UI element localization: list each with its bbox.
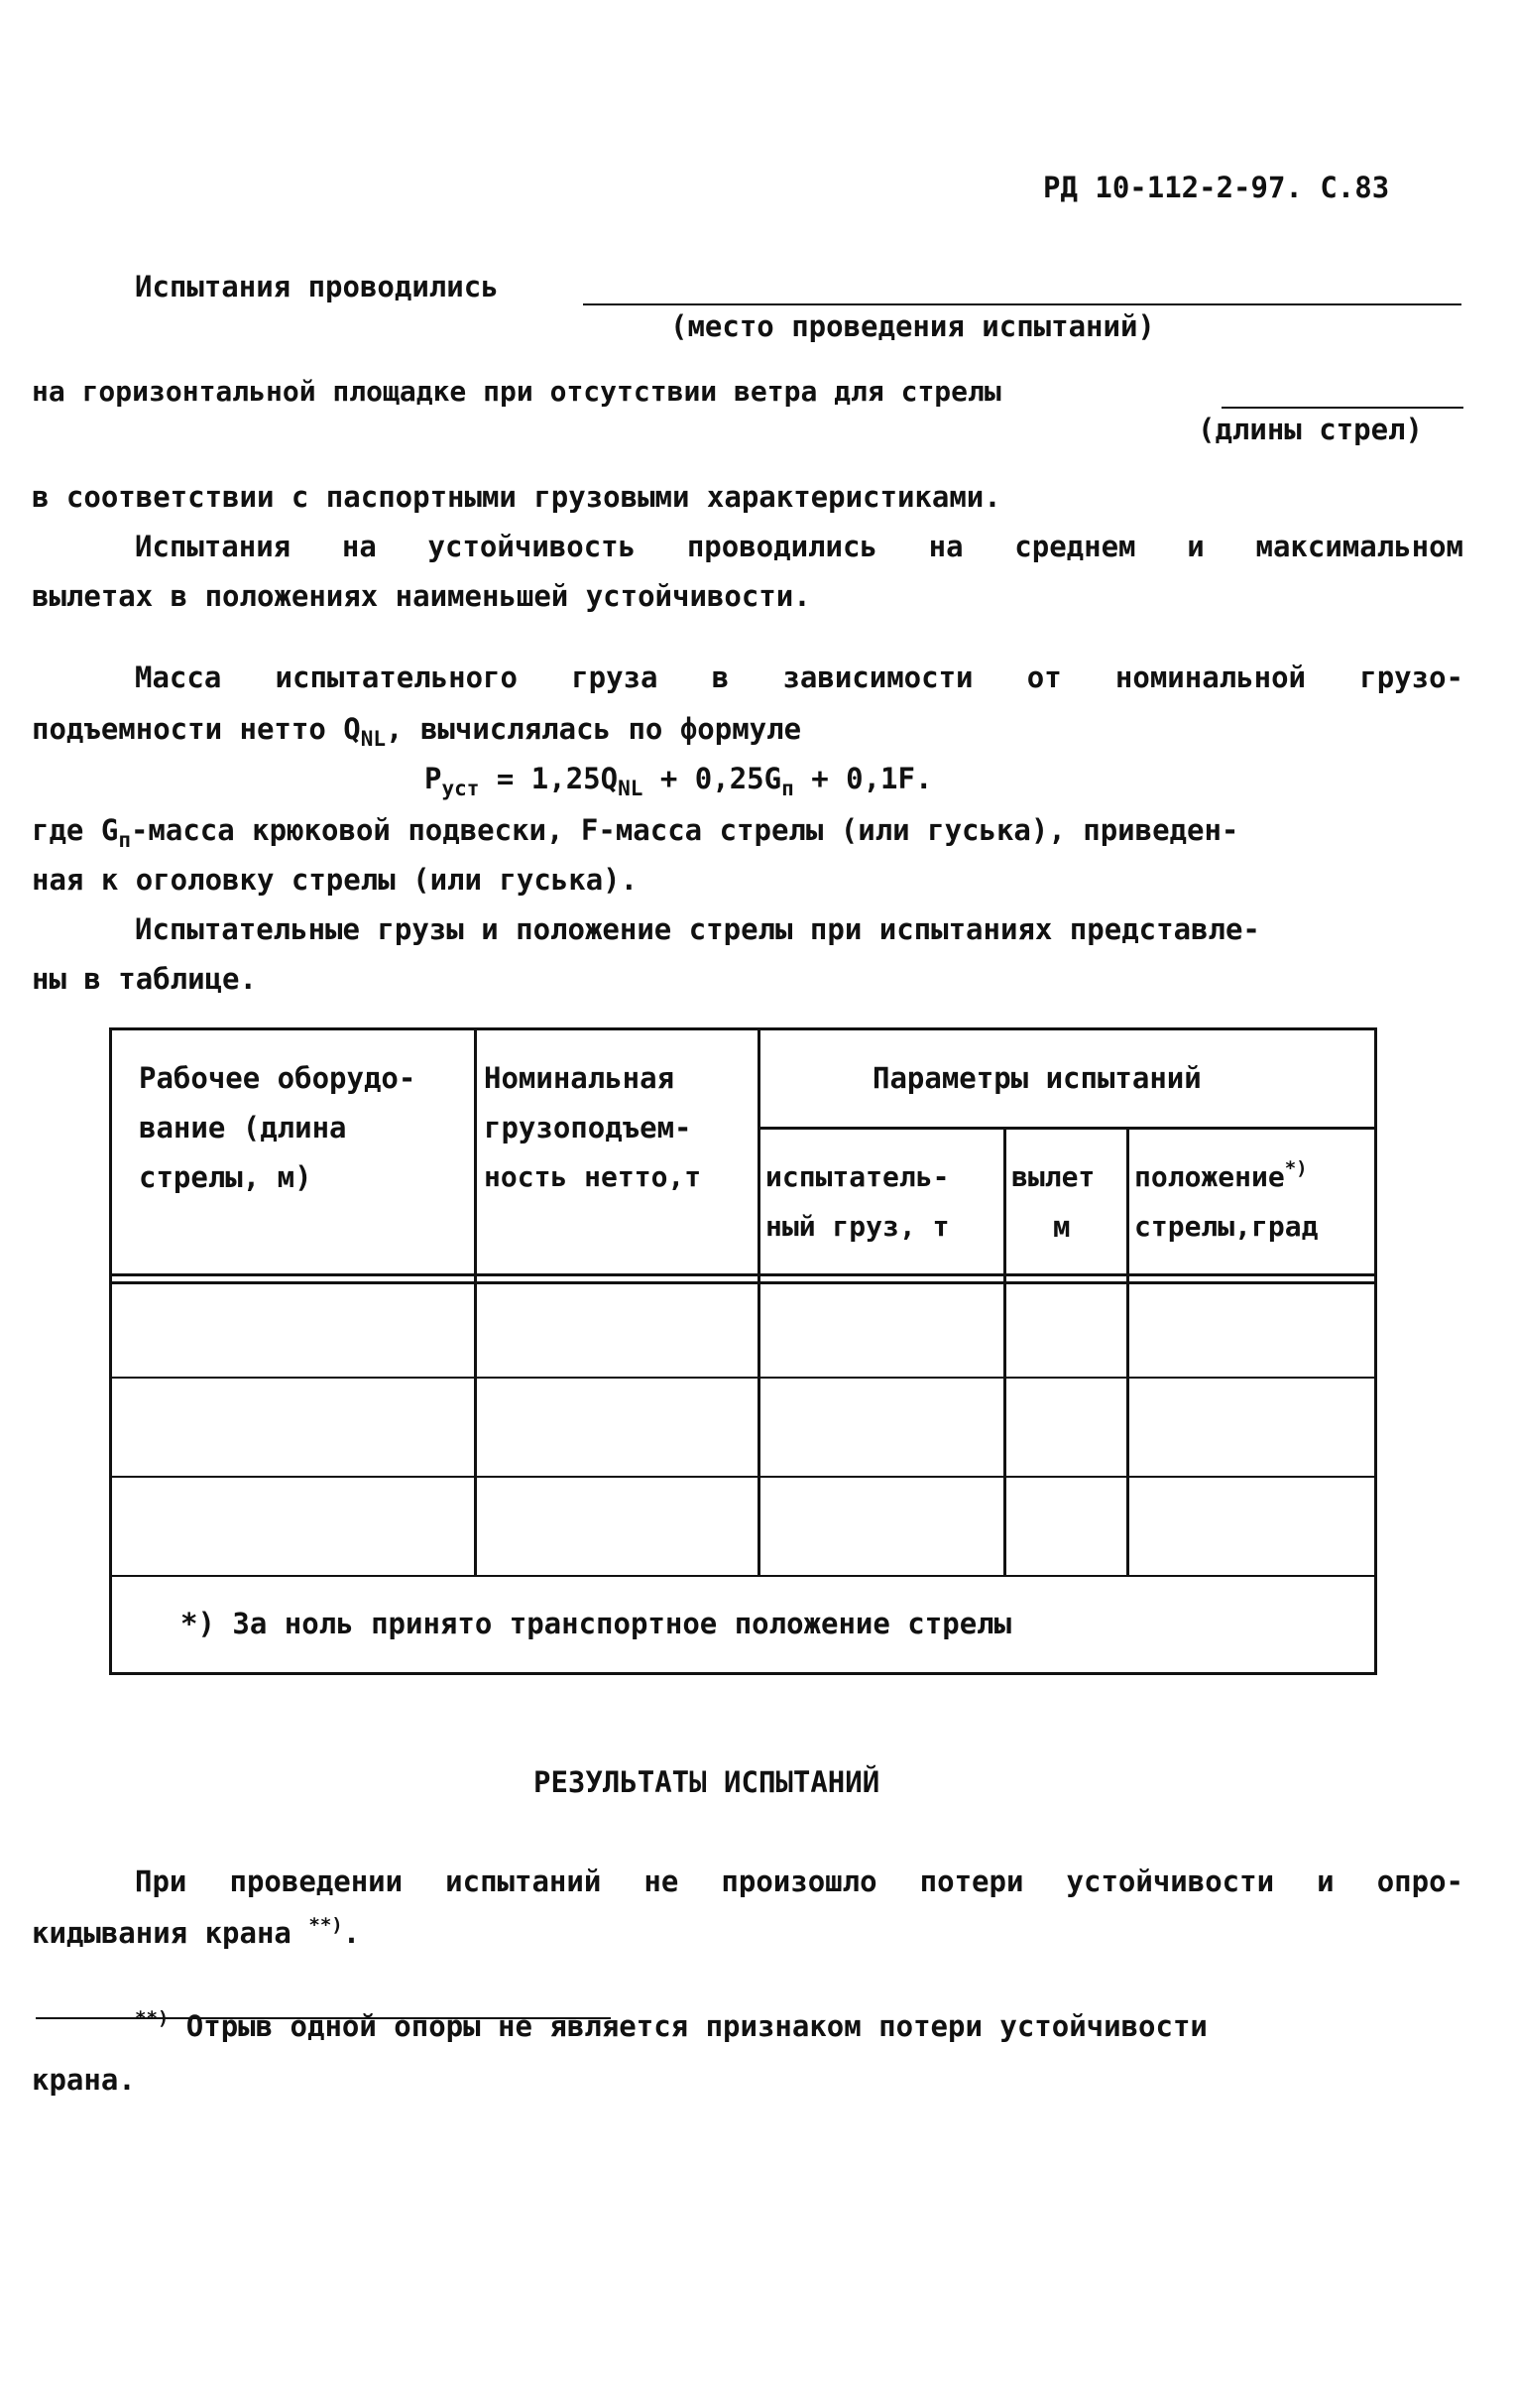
boom-length-blank [1222,407,1463,409]
boom-position-label: положение [1134,1160,1285,1193]
results-footnote-ref: **) [308,1914,343,1936]
col-divider-1 [474,1027,477,1575]
results-line-2 [32,1916,360,1950]
test-location-label: Испытания проводились [135,270,499,303]
formula-g-subscript: п [781,777,794,800]
table-footnote-text: За ноль принято транспортное положение стрелы [232,1607,1012,1640]
header-equipment-line-1: Рабочее оборудо- [139,1061,416,1095]
header-test-parameters: Параметры испытаний [873,1061,1202,1095]
header-equipment-line-3: стрелы, м) [139,1160,312,1194]
paragraph-4-line-2: ны в таблице. [32,962,257,996]
table-border-left [109,1027,112,1674]
header-capacity-line-3: ность нетто,т [484,1160,702,1193]
paragraph-2-line-1: Масса испытательного груза в зависимости от номинальной грузо- [135,661,1463,694]
results-line-1: При проведении испытаний не произошло потери устойчивости и опро- [135,1865,1463,1898]
header-capacity-line-2: грузоподъем- [484,1111,692,1144]
header-test-load-line-2: ный груз, т [765,1210,950,1243]
formula-q-subscript: NL [618,777,643,800]
paragraph-1-line-2: вылетах в положениях наименьшей устойчивости. [32,579,811,613]
test-location-blank [583,303,1461,305]
page-footnote-mark: **) [135,2007,170,2029]
header-reach-line-1: вылет [1011,1160,1096,1193]
group-header-divider [758,1127,1377,1130]
table-footnote [180,1607,1011,1640]
header-equipment-line-2: вание (длина [139,1111,347,1144]
table-border-bottom [109,1672,1377,1675]
formula-plus-f: + 0,1F. [793,762,933,795]
paragraph-2-text: подъемности нетто Q [32,712,361,746]
header-separator-2 [109,1281,1377,1284]
page-footnote-text: Отрыв одной опоры не является признаком потери устойчивости [169,2009,1208,2043]
table-border-top [109,1027,1377,1030]
results-line-2-text: кидывания крана [32,1916,291,1950]
page-footnote-line-2: крана. [32,2063,136,2097]
boom-position-footnote-ref: *) [1284,1157,1308,1179]
test-load-formula [424,762,933,800]
g-subscript: п [118,828,131,852]
formula-p-subscript: уст [441,777,480,800]
results-title: РЕЗУЛЬТАТЫ ИСПЫТАНИЙ [533,1765,880,1799]
header-separator-1 [109,1273,1377,1276]
table-border-right [1374,1027,1377,1674]
row-separator-1 [109,1377,1377,1379]
paragraph-3-line-1 [32,813,1463,852]
paragraph-2-text-end: , вычислялась по формуле [386,712,802,746]
paragraph-3-line-2: ная к оголовку стрелы (или гуська). [32,863,639,897]
page-footnote-line-1 [135,2009,1208,2043]
header-test-load-line-1: испытатель- [765,1160,950,1193]
row-separator-3 [109,1575,1377,1577]
formula-eq: = 1,25Q [479,762,619,795]
test-location-caption: (место проведения испытаний) [670,309,1155,343]
boom-length-label: на горизонтальной площадке при отсутствии ветра для стрелы [32,375,1001,408]
paragraph-2-line-2 [32,712,802,751]
formula-p: P [424,762,442,795]
header-capacity-line-1: Номинальная [484,1061,675,1095]
paragraph-3-start: где G [32,813,119,847]
table-footnote-mark: *) [180,1607,215,1640]
boom-length-caption: (длины стрел) [1198,413,1423,446]
intro-line-3: в соответствии с паспортными грузовыми характеристиками. [32,480,1001,514]
test-parameters-table [109,1027,1376,1674]
paragraph-1-line-1: Испытания на устойчивость проводились на среднем и максимальном [135,530,1463,563]
doc-reference: РД 10-112-2-97. С.83 [1043,171,1390,204]
paragraph-3-text: -масса крюковой подвески, F-масса стрелы (или гуська), приведен- [130,813,1239,847]
header-boom-position-line-1 [1134,1157,1308,1193]
q-subscript: NL [360,727,387,751]
header-boom-position-line-2: стрелы,град [1134,1210,1319,1243]
col-divider-2 [758,1027,760,1575]
formula-plus-g: + 0,25G [642,762,782,795]
paragraph-4-line-1: Испытательные грузы и положение стрелы при испытаниях представле- [135,912,1260,946]
results-line-2-end: . [342,1916,361,1950]
header-reach-line-2: м [1053,1210,1071,1244]
col-divider-3 [1003,1129,1006,1575]
col-divider-4 [1126,1129,1129,1575]
row-separator-2 [109,1476,1377,1478]
